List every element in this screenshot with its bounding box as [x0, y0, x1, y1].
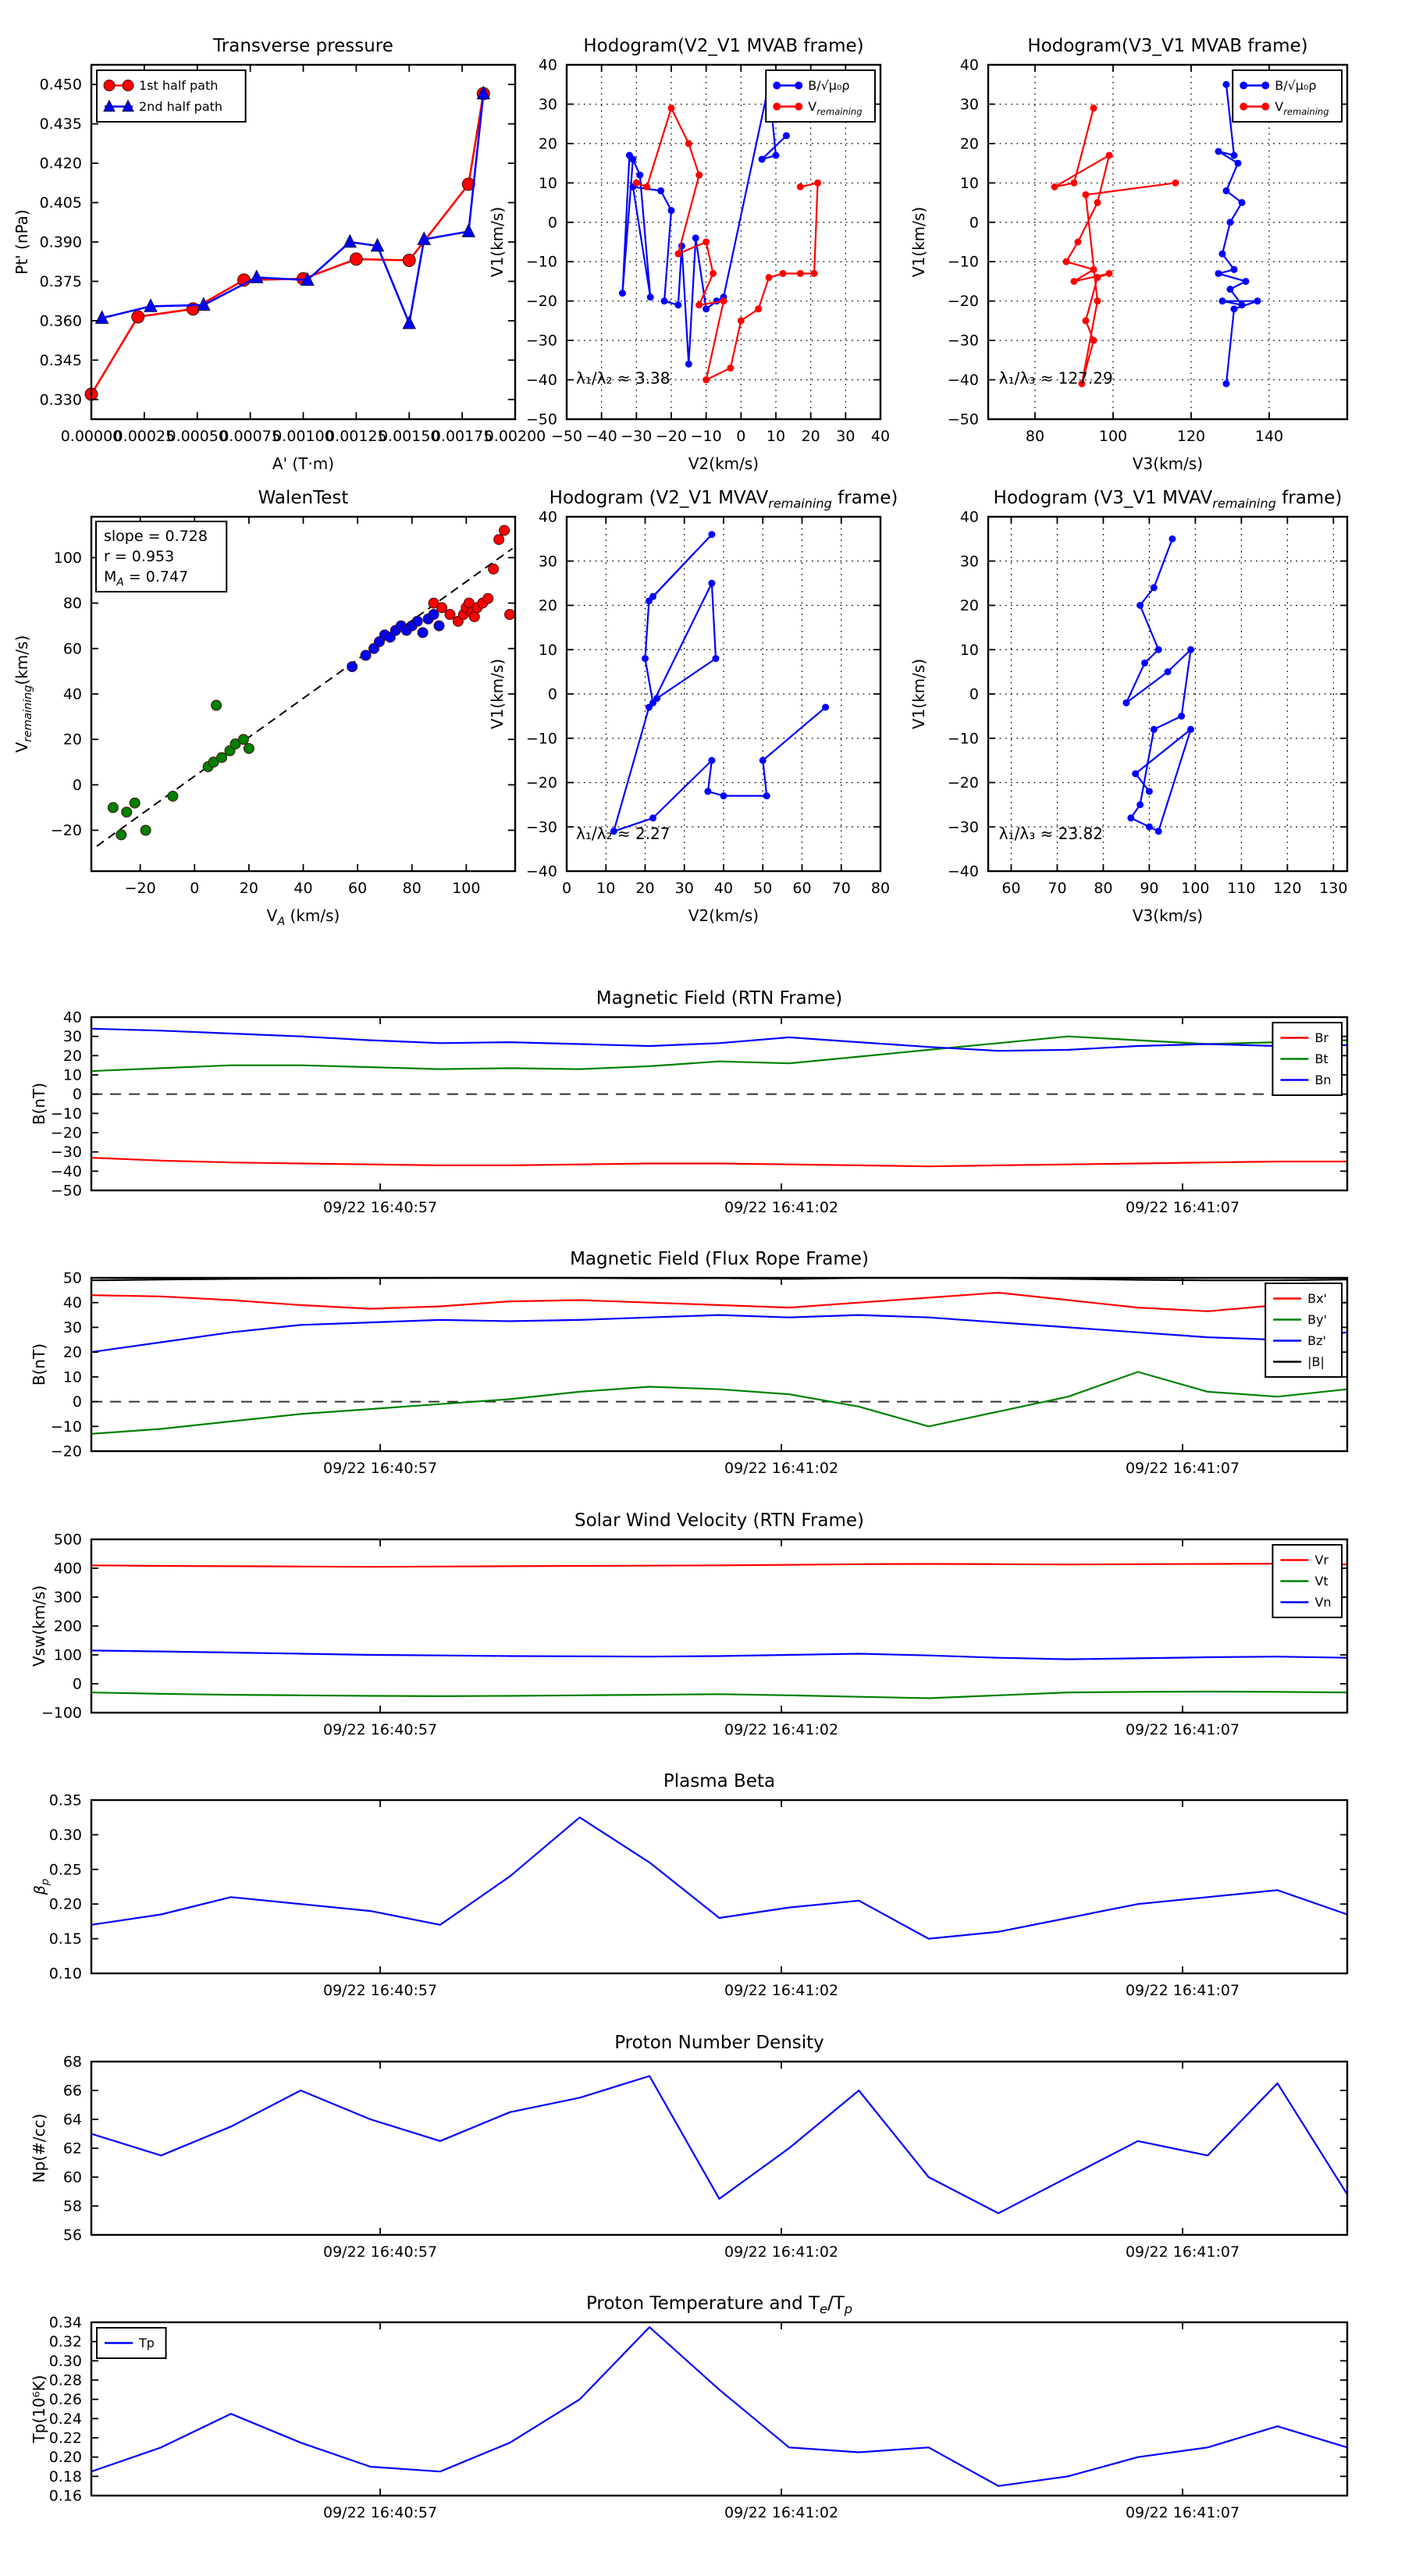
svg-text:λ₁/λ₃ ≈ 127.29: λ₁/λ₃ ≈ 127.29 [998, 368, 1113, 388]
svg-text:0: 0 [72, 1393, 82, 1411]
svg-text:Bz': Bz' [1307, 1333, 1326, 1348]
svg-text:100: 100 [53, 549, 82, 567]
svg-text:1st half path: 1st half path [139, 78, 219, 93]
svg-text:B/√μ₀ρ: B/√μ₀ρ [1275, 78, 1317, 93]
svg-text:120: 120 [1273, 880, 1302, 897]
svg-text:80: 80 [1025, 428, 1045, 445]
svg-text:A' (T·m): A' (T·m) [272, 454, 335, 473]
svg-text:0.00075: 0.00075 [219, 428, 281, 445]
svg-text:0.15: 0.15 [48, 1930, 82, 1948]
svg-text:Tp(10⁶K): Tp(10⁶K) [30, 2375, 48, 2443]
svg-text:60: 60 [348, 880, 368, 897]
svg-text:70: 70 [831, 880, 851, 897]
svg-text:0.35: 0.35 [48, 1791, 82, 1809]
svg-text:50: 50 [62, 1269, 82, 1287]
svg-text:20: 20 [239, 880, 258, 897]
svg-text:62: 62 [62, 2140, 82, 2158]
svg-text:0: 0 [561, 880, 572, 897]
svg-text:10: 10 [959, 641, 979, 659]
svg-text:09/22 16:40:57: 09/22 16:40:57 [322, 1982, 438, 1999]
svg-text:0.420: 0.420 [39, 155, 82, 173]
svg-text:V2(km/s): V2(km/s) [688, 906, 759, 925]
svg-text:βp: $\beta_p$ [31, 1878, 52, 1895]
svg-text:−100: −100 [41, 1704, 82, 1722]
svg-text:09/22 16:41:02: 09/22 16:41:02 [724, 1460, 839, 1477]
svg-text:09/22 16:41:02: 09/22 16:41:02 [724, 1199, 839, 1216]
svg-text:0.28: 0.28 [48, 2371, 82, 2389]
svg-text:0.20: 0.20 [48, 2449, 82, 2467]
svg-text:10: 10 [766, 428, 786, 445]
svg-text:40: 40 [62, 685, 82, 703]
svg-text:Vn: Vn [1314, 1595, 1332, 1610]
svg-text:30: 30 [959, 553, 979, 571]
svg-text:0.24: 0.24 [48, 2410, 82, 2428]
svg-text:|B|: |B| [1307, 1354, 1325, 1369]
svg-text:20: 20 [959, 597, 979, 614]
svg-text:0.00050: 0.00050 [166, 428, 229, 445]
svg-text:09/22 16:40:57: 09/22 16:40:57 [322, 1460, 438, 1477]
svg-text:slope = 0.728: slope = 0.728 [104, 528, 208, 545]
svg-text:B(nT): B(nT) [30, 1082, 48, 1126]
chart-solar-wind-velocity [30, 1532, 1347, 1739]
svg-text:10: 10 [959, 174, 979, 192]
chart-title-hodogram-v3v1-mvab: Hodogram(V3_V1 MVAB frame) [1027, 36, 1308, 56]
svg-text:−20: −20 [525, 774, 557, 792]
svg-text:λ₁/λ₂ ≈ 2.27: λ₁/λ₂ ≈ 2.27 [576, 824, 670, 844]
chart-mag-field-rtn [30, 1009, 1347, 1217]
svg-text:−20: −20 [50, 822, 82, 840]
chart-title-mag-field-rtn: Magnetic Field (RTN Frame) [596, 988, 843, 1009]
svg-text:80: 80 [402, 880, 422, 897]
svg-text:V1(km/s): V1(km/s) [488, 658, 507, 730]
svg-text:20: 20 [635, 880, 655, 897]
svg-text:−10: −10 [947, 730, 979, 748]
svg-text:2nd half path: 2nd half path [139, 99, 223, 114]
svg-text:66: 66 [62, 2082, 82, 2100]
svg-text:0.345: 0.345 [39, 351, 82, 369]
svg-text:Bx': Bx' [1307, 1291, 1328, 1306]
svg-text:09/22 16:41:02: 09/22 16:41:02 [724, 2504, 839, 2521]
svg-text:−50: −50 [50, 1182, 82, 1200]
svg-text:−20: −20 [525, 293, 557, 311]
svg-text:−10: −10 [50, 1105, 82, 1123]
svg-text:Tp: Tp [139, 2336, 155, 2350]
svg-text:−20: −20 [947, 774, 979, 792]
svg-text:0.375: 0.375 [39, 272, 82, 290]
svg-text:68: 68 [62, 2053, 82, 2071]
chart-mag-field-flux-rope [30, 1270, 1347, 1478]
svg-text:0.00125: 0.00125 [325, 428, 387, 445]
svg-text:70: 70 [1048, 880, 1067, 897]
svg-text:09/22 16:41:02: 09/22 16:41:02 [724, 1721, 839, 1738]
svg-text:0.18: 0.18 [48, 2467, 82, 2485]
svg-text:0: 0 [969, 685, 979, 703]
svg-text:40: 40 [293, 880, 313, 897]
svg-text:−50: −50 [525, 411, 557, 429]
svg-text:0.16: 0.16 [48, 2487, 82, 2505]
svg-text:0.25: 0.25 [48, 1861, 82, 1879]
svg-text:−20: −20 [124, 880, 156, 897]
chart-plasma-beta [31, 1792, 1347, 2000]
svg-text:−20: −20 [50, 1443, 82, 1461]
svg-text:−10: −10 [690, 428, 722, 445]
svg-text:40: 40 [62, 1294, 82, 1312]
svg-text:−40: −40 [525, 863, 557, 881]
svg-text:30: 30 [62, 1028, 82, 1046]
svg-text:120: 120 [1176, 428, 1206, 445]
svg-text:30: 30 [674, 880, 694, 897]
svg-text:−40: −40 [585, 428, 617, 445]
svg-text:50: 50 [753, 880, 773, 897]
svg-text:20: 20 [538, 135, 557, 153]
svg-text:V3(km/s): V3(km/s) [1132, 906, 1204, 925]
svg-text:B/√μ₀ρ: B/√μ₀ρ [808, 78, 850, 93]
svg-text:Np(#/cc): Np(#/cc) [30, 2113, 48, 2183]
svg-text:30: 30 [538, 95, 557, 113]
chart-title-plasma-beta: Plasma Beta [663, 1771, 776, 1791]
svg-text:10: 10 [538, 641, 557, 659]
svg-text:0: 0 [969, 214, 979, 232]
svg-text:110: 110 [1227, 880, 1256, 897]
svg-text:Br: Br [1314, 1030, 1329, 1045]
svg-text:0.330: 0.330 [39, 391, 82, 409]
svg-text:−40: −40 [525, 372, 557, 390]
svg-text:−30: −30 [947, 818, 979, 836]
svg-text:−30: −30 [947, 332, 979, 350]
svg-text:MA = 0.747: $M_A = 0.747$ [104, 568, 189, 589]
svg-text:40: 40 [959, 56, 979, 74]
svg-text:100: 100 [1181, 880, 1210, 897]
svg-text:−40: −40 [947, 372, 979, 390]
svg-text:0.435: 0.435 [39, 116, 82, 133]
svg-text:−30: −30 [621, 428, 653, 445]
svg-text:40: 40 [62, 1009, 82, 1026]
svg-text:0.00150: 0.00150 [378, 428, 440, 445]
chart-walen-test [12, 517, 515, 928]
svg-text:0.405: 0.405 [39, 194, 82, 212]
svg-text:56: 56 [62, 2226, 82, 2244]
svg-text:500: 500 [53, 1531, 82, 1549]
svg-text:Bn: Bn [1314, 1073, 1332, 1087]
svg-text:0: 0 [190, 880, 200, 897]
svg-text:0: 0 [72, 776, 82, 794]
svg-text:0.30: 0.30 [48, 2352, 82, 2370]
svg-text:09/22 16:40:57: 09/22 16:40:57 [322, 2243, 438, 2261]
svg-text:09/22 16:40:57: 09/22 16:40:57 [322, 1721, 438, 1738]
svg-text:10: 10 [538, 174, 557, 192]
svg-text:0.34: 0.34 [48, 2314, 82, 2332]
chart-hodogram-v2v1-mvab [488, 57, 890, 474]
svg-text:−10: −10 [525, 730, 557, 748]
chart-title-proton-temperature: Proton Temperature and $T_e/T_p$ [585, 2293, 853, 2317]
svg-text:09/22 16:41:07: 09/22 16:41:07 [1125, 1199, 1240, 1216]
chart-title-walen-test: WalenTest [258, 488, 349, 508]
svg-text:0.30: 0.30 [48, 1826, 82, 1844]
svg-text:V1(km/s): V1(km/s) [909, 658, 928, 730]
svg-text:0.20: 0.20 [48, 1895, 82, 1913]
svg-text:−30: −30 [525, 818, 557, 836]
svg-text:58: 58 [62, 2197, 82, 2215]
svg-text:−30: −30 [50, 1144, 82, 1162]
svg-text:−40: −40 [50, 1162, 82, 1180]
svg-text:30: 30 [538, 553, 557, 571]
svg-text:0.26: 0.26 [48, 2391, 82, 2409]
svg-text:10: 10 [62, 1368, 82, 1386]
svg-text:400: 400 [53, 1560, 82, 1578]
svg-text:0.00175: 0.00175 [431, 428, 493, 445]
svg-text:300: 300 [53, 1589, 82, 1606]
svg-text:Vr: Vr [1314, 1553, 1329, 1567]
svg-text:0.10: 0.10 [48, 1965, 82, 1983]
svg-text:140: 140 [1254, 428, 1284, 445]
svg-text:−30: −30 [525, 332, 557, 350]
chart-title-proton-number-density: Proton Number Density [614, 2033, 824, 2053]
svg-text:80: 80 [1094, 880, 1113, 897]
svg-text:0.32: 0.32 [48, 2333, 82, 2351]
svg-text:Vsw(km/s): Vsw(km/s) [30, 1585, 48, 1667]
svg-text:09/22 16:41:07: 09/22 16:41:07 [1125, 2504, 1240, 2521]
chart-transverse-pressure [12, 65, 546, 473]
svg-text:−10: −10 [947, 253, 979, 271]
svg-text:09/22 16:41:07: 09/22 16:41:07 [1125, 2243, 1240, 2261]
svg-text:0.00100: 0.00100 [272, 428, 334, 445]
svg-text:V3(km/s): V3(km/s) [1132, 454, 1204, 473]
chart-hodogram-v3v1-mvav [909, 509, 1347, 926]
svg-text:09/22 16:40:57: 09/22 16:40:57 [322, 2504, 438, 2521]
svg-text:80: 80 [62, 595, 82, 613]
svg-text:0.22: 0.22 [48, 2429, 82, 2447]
chart-hodogram-v3v1-mvab [909, 57, 1347, 474]
svg-text:09/22 16:41:02: 09/22 16:41:02 [724, 2243, 839, 2261]
svg-text:0.00200: 0.00200 [484, 428, 546, 445]
svg-text:64: 64 [62, 2111, 82, 2129]
chart-hodogram-v2v1-mvav [488, 509, 890, 926]
svg-text:09/22 16:40:57: 09/22 16:40:57 [322, 1199, 438, 1216]
svg-text:Pt' (nPa): Pt' (nPa) [12, 209, 31, 275]
svg-text:30: 30 [836, 428, 855, 445]
svg-text:200: 200 [53, 1617, 82, 1635]
svg-text:20: 20 [62, 1047, 82, 1065]
svg-text:Vremaining: $V_{remaining}$ [808, 99, 863, 117]
svg-text:0: 0 [547, 685, 557, 703]
svg-text:0: 0 [547, 214, 557, 232]
svg-text:0.450: 0.450 [39, 76, 82, 94]
svg-text:09/22 16:41:07: 09/22 16:41:07 [1125, 1982, 1240, 1999]
svg-text:100: 100 [53, 1646, 82, 1664]
svg-text:−20: −20 [947, 293, 979, 311]
svg-text:0: 0 [72, 1675, 82, 1693]
svg-text:−50: −50 [947, 411, 979, 429]
svg-text:−10: −10 [525, 253, 557, 271]
svg-text:10: 10 [62, 1066, 82, 1084]
svg-text:20: 20 [538, 597, 557, 614]
svg-text:V1(km/s): V1(km/s) [909, 206, 928, 278]
svg-text:40: 40 [959, 508, 979, 526]
svg-text:40: 40 [870, 428, 891, 445]
svg-text:Bt: Bt [1314, 1051, 1329, 1066]
svg-text:−20: −20 [50, 1124, 82, 1142]
svg-text:60: 60 [62, 2169, 82, 2186]
svg-text:VA (km/s): $V_A$ (km/s) [266, 906, 340, 928]
svg-text:V2(km/s): V2(km/s) [688, 454, 759, 473]
svg-text:0.00000: 0.00000 [60, 428, 123, 445]
svg-text:Vremaining: $V_{remaining}$ [1275, 99, 1329, 117]
svg-text:100: 100 [1098, 428, 1128, 445]
svg-text:λ₁/λ₃ ≈ 23.82: λ₁/λ₃ ≈ 23.82 [998, 824, 1103, 844]
svg-text:V1(km/s): V1(km/s) [488, 206, 507, 278]
chart-title-hodogram-v3v1-mvav: Hodogram (V3_V1 $MVAV_{remaining}$ frame) [993, 488, 1343, 511]
svg-text:20: 20 [959, 135, 979, 153]
svg-text:40: 40 [538, 56, 557, 74]
svg-text:20: 20 [62, 731, 82, 749]
chart-proton-temperature [30, 2314, 1347, 2522]
svg-text:09/22 16:41:07: 09/22 16:41:07 [1125, 1460, 1240, 1477]
chart-title-hodogram-v2v1-mvab: Hodogram(V2_V1 MVAB frame) [583, 36, 864, 56]
svg-text:130: 130 [1319, 880, 1348, 897]
svg-text:−40: −40 [947, 863, 979, 881]
svg-text:60: 60 [1001, 880, 1021, 897]
svg-text:20: 20 [62, 1343, 82, 1361]
svg-text:r = 0.953: r = 0.953 [104, 548, 175, 565]
svg-text:−10: −10 [50, 1418, 82, 1436]
svg-text:0.390: 0.390 [39, 233, 82, 251]
svg-text:09/22 16:41:02: 09/22 16:41:02 [724, 1982, 839, 1999]
svg-text:0.00025: 0.00025 [113, 428, 176, 445]
svg-text:30: 30 [959, 95, 979, 113]
svg-text:80: 80 [870, 880, 891, 897]
svg-text:09/22 16:41:07: 09/22 16:41:07 [1125, 1721, 1240, 1738]
svg-text:20: 20 [801, 428, 820, 445]
svg-text:60: 60 [62, 640, 82, 658]
svg-text:Vremaining(km/s): $V_{remaining}(km/s)$ [12, 635, 34, 753]
chart-title-mag-field-flux-rope: Magnetic Field (Flux Rope Frame) [570, 1249, 869, 1269]
svg-text:By': By' [1307, 1312, 1328, 1327]
svg-text:0: 0 [72, 1086, 82, 1104]
svg-text:−20: −20 [655, 428, 688, 445]
svg-text:λ₁/λ₂ ≈ 3.38: λ₁/λ₂ ≈ 3.38 [576, 368, 670, 388]
chart-title-hodogram-v2v1-mvav: Hodogram (V2_V1 $MVAV_{remaining}$ frame) [549, 488, 898, 511]
svg-text:Vt: Vt [1314, 1574, 1329, 1589]
chart-proton-number-density [30, 2054, 1347, 2261]
svg-text:−50: −50 [550, 428, 583, 445]
svg-text:40: 40 [538, 508, 557, 526]
svg-text:100: 100 [452, 880, 481, 897]
svg-text:40: 40 [713, 880, 734, 897]
svg-text:60: 60 [792, 880, 812, 897]
chart-title-solar-wind-velocity: Solar Wind Velocity (RTN Frame) [574, 1510, 865, 1531]
chart-title-transverse-pressure: Transverse pressure [213, 36, 393, 56]
svg-text:0: 0 [736, 428, 746, 445]
svg-text:30: 30 [62, 1318, 82, 1336]
svg-text:B(nT): B(nT) [30, 1343, 48, 1386]
svg-text:90: 90 [1140, 880, 1159, 897]
svg-text:10: 10 [596, 880, 616, 897]
svg-text:0.360: 0.360 [39, 312, 82, 330]
